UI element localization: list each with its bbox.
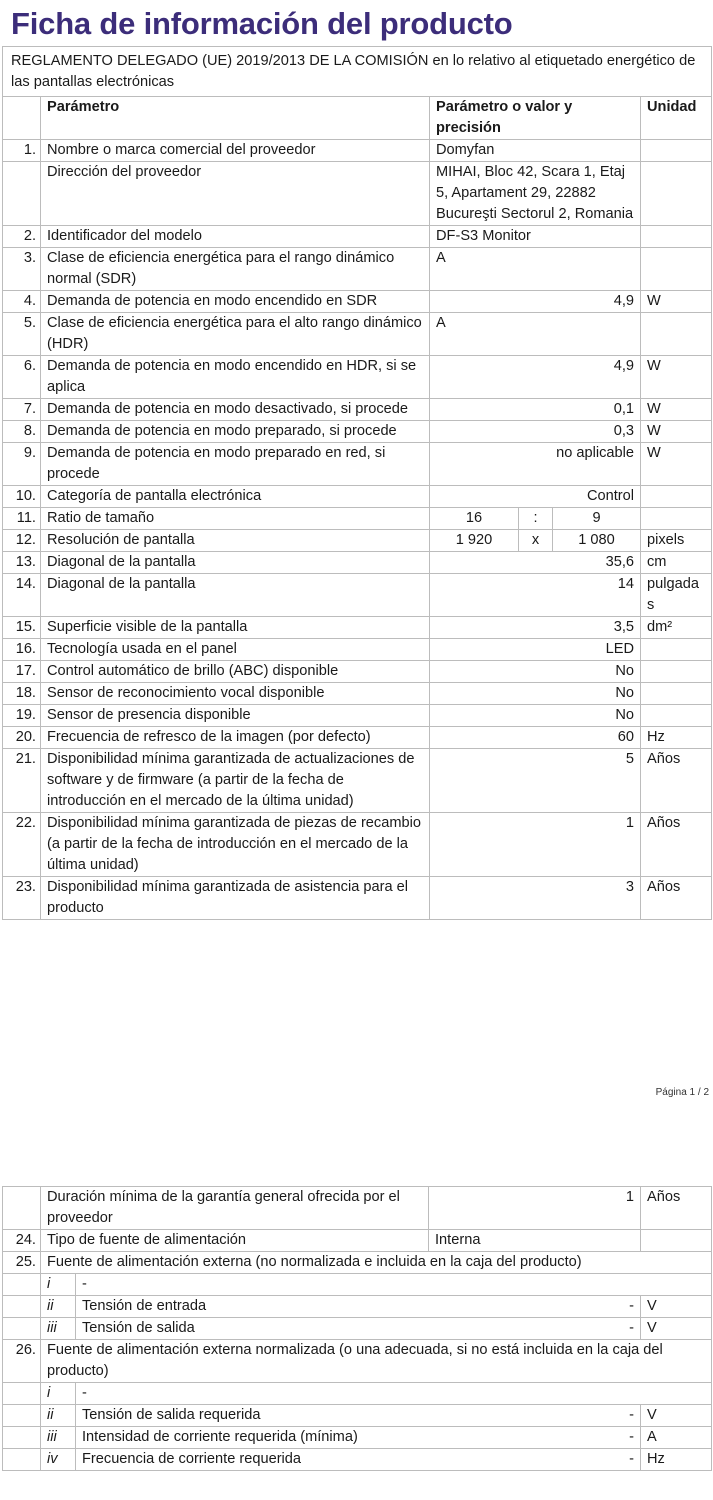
sub-row-number: iv (41, 1449, 76, 1471)
row-unit (641, 162, 712, 226)
row-parameter: Sensor de reconocimiento vocal disponible (41, 683, 430, 705)
table-row (3, 421, 712, 443)
row-unit (641, 313, 712, 356)
table-row (3, 617, 712, 639)
intro-row (3, 47, 712, 97)
table-row (3, 530, 712, 552)
row-value: 4,9 (430, 356, 641, 399)
row-number: 14. (3, 574, 41, 617)
row-value: 0,1 (430, 399, 641, 421)
row-unit (641, 226, 712, 248)
sub-row-unit: V (641, 1318, 712, 1340)
row-value: 0,3 (430, 421, 641, 443)
sub-row-parameter: Tensión de salida requerida (76, 1405, 429, 1427)
sub-row-value: - (429, 1296, 641, 1318)
table-row (3, 1187, 712, 1230)
row-parameter: Frecuencia de refresco de la imagen (por defecto) (41, 727, 430, 749)
row-number: 25. (3, 1252, 41, 1274)
row-value: 14 (430, 574, 641, 617)
row-value: 3,5 (430, 617, 641, 639)
header-value: Parámetro o valor y precisión (430, 97, 641, 140)
row-unit: Años (641, 749, 712, 813)
row-number: 26. (3, 1340, 41, 1383)
table-row (3, 1340, 712, 1383)
row-parameter: Tipo de fuente de alimentación (41, 1230, 429, 1252)
sub-row-value: - (429, 1405, 641, 1427)
row-value: No (430, 705, 641, 727)
sub-row-value: - (429, 1318, 641, 1340)
table-row (3, 140, 712, 162)
table-row (3, 162, 712, 226)
table-row (3, 661, 712, 683)
row-parameter: Sensor de presencia disponible (41, 705, 430, 727)
row-unit: Hz (641, 727, 712, 749)
row-number: 10. (3, 486, 41, 508)
row-value: Domyfan (430, 140, 641, 162)
table-row (3, 508, 712, 530)
row-parameter: Resolución de pantalla (41, 530, 430, 552)
sub-row-unit: V (641, 1405, 712, 1427)
row-number: 24. (3, 1230, 41, 1252)
row-value: MIHAI, Bloc 42, Scara 1, Etaj 5, Apartament 29, 22882 Bucureşti Sectorul 2, Romania (430, 162, 641, 226)
table-row (3, 749, 712, 813)
row-number: 7. (3, 399, 41, 421)
row-parameter: Categoría de pantalla electrónica (41, 486, 430, 508)
row-value: No (430, 661, 641, 683)
row-parameter: Ratio de tamaño (41, 508, 430, 530)
row-value: Interna (429, 1230, 641, 1252)
sub-row-number: ii (41, 1405, 76, 1427)
row-value: A (430, 313, 641, 356)
table-row (3, 639, 712, 661)
row-parameter: Demanda de potencia en modo preparado en red, si procede (41, 443, 430, 486)
row-unit: W (641, 291, 712, 313)
sub-row-number: ii (41, 1296, 76, 1318)
header-parameter: Parámetro (41, 97, 430, 140)
row-parameter: Diagonal de la pantalla (41, 552, 430, 574)
row-unit: W (641, 421, 712, 443)
sub-row-parameter: - (76, 1274, 712, 1296)
row-unit: dm² (641, 617, 712, 639)
table-row (3, 1252, 712, 1274)
table-row (3, 356, 712, 399)
row-value: 60 (430, 727, 641, 749)
row-number: 13. (3, 552, 41, 574)
sub-row-parameter: Tensión de salida (76, 1318, 429, 1340)
sub-row (3, 1383, 712, 1405)
product-info-table-continued (2, 1186, 712, 1471)
table-row (3, 486, 712, 508)
row-parameter: Disponibilidad mínima garantizada de piezas de recambio (a partir de la fecha de introducción en el mercado de la última unidad) (41, 813, 430, 877)
row-unit: cm (641, 552, 712, 574)
table-row (3, 248, 712, 291)
row-parameter: Dirección del proveedor (41, 162, 430, 226)
row-parameter: Fuente de alimentación externa (no normalizada e incluida en la caja del producto) (41, 1252, 712, 1274)
row-value: Control (430, 486, 641, 508)
row-value: LED (430, 639, 641, 661)
regulation-intro: REGLAMENTO DELEGADO (UE) 2019/2013 DE LA COMISIÓN en lo relativo al etiquetado energético de las pantallas electrónicas (3, 47, 712, 97)
row-value: 4,9 (430, 291, 641, 313)
row-parameter: Demanda de potencia en modo encendido en SDR (41, 291, 430, 313)
row-unit (641, 248, 712, 291)
row-unit: Años (641, 813, 712, 877)
row-number: 12. (3, 530, 41, 552)
row-number: 8. (3, 421, 41, 443)
row-number: 22. (3, 813, 41, 877)
table-row (3, 705, 712, 727)
table-row (3, 443, 712, 486)
sub-row (3, 1427, 712, 1449)
row-parameter: Disponibilidad mínima garantizada de actualizaciones de software y de firmware (a partir de la fecha de introducción en el mercado de la última unidad) (41, 749, 430, 813)
sub-row (3, 1318, 712, 1340)
sub-row-number: iii (41, 1318, 76, 1340)
row-parameter: Clase de eficiencia energética para el rango dinámico normal (SDR) (41, 248, 430, 291)
page-title: Ficha de información del producto (11, 6, 513, 41)
row-unit: pixels (641, 530, 712, 552)
row-value: No (430, 683, 641, 705)
sub-row-value: - (429, 1427, 641, 1449)
row-value: 1 (430, 813, 641, 877)
row-unit: W (641, 443, 712, 486)
row-parameter: Fuente de alimentación externa normalizada (o una adecuada, si no está incluida en la caja del producto) (41, 1340, 712, 1383)
row-unit (641, 639, 712, 661)
row-parameter: Control automático de brillo (ABC) disponible (41, 661, 430, 683)
row-number: 19. (3, 705, 41, 727)
row-unit: W (641, 356, 712, 399)
resolution-separator: x (519, 530, 553, 552)
sub-row-number: i (41, 1383, 76, 1405)
sub-row-number: i (41, 1274, 76, 1296)
table-row (3, 399, 712, 421)
row-number: 21. (3, 749, 41, 813)
table-row (3, 226, 712, 248)
row-parameter: Disponibilidad mínima garantizada de asistencia para el producto (41, 877, 430, 920)
row-parameter: Duración mínima de la garantía general ofrecida por el proveedor (41, 1187, 429, 1230)
row-number: 9. (3, 443, 41, 486)
row-parameter: Superficie visible de la pantalla (41, 617, 430, 639)
row-parameter: Demanda de potencia en modo preparado, si procede (41, 421, 430, 443)
row-value: 35,6 (430, 552, 641, 574)
row-value: DF-S3 Monitor (430, 226, 641, 248)
table-row (3, 813, 712, 877)
sub-row-unit: Hz (641, 1449, 712, 1471)
table-row (3, 727, 712, 749)
table-row (3, 877, 712, 920)
row-unit: Años (641, 1187, 712, 1230)
sub-row-unit: A (641, 1427, 712, 1449)
ratio-separator: : (519, 508, 553, 530)
sub-row (3, 1405, 712, 1427)
table-row (3, 574, 712, 617)
row-unit (641, 140, 712, 162)
row-number: 4. (3, 291, 41, 313)
row-unit (641, 683, 712, 705)
page-footer: Página 1 / 2 (655, 1087, 709, 1098)
row-parameter: Identificador del modelo (41, 226, 430, 248)
sub-row-parameter: Intensidad de corriente requerida (mínima) (76, 1427, 429, 1449)
row-value: no aplicable (430, 443, 641, 486)
row-unit (641, 661, 712, 683)
sub-row-unit: V (641, 1296, 712, 1318)
ratio-width-value: 16 (430, 508, 519, 530)
row-unit: Años (641, 877, 712, 920)
row-number: 17. (3, 661, 41, 683)
sub-row (3, 1449, 712, 1471)
row-unit: pulgadas (641, 574, 712, 617)
sub-row-parameter: - (76, 1383, 712, 1405)
sub-row-number: iii (41, 1427, 76, 1449)
row-number: 18. (3, 683, 41, 705)
row-parameter: Demanda de potencia en modo desactivado, si procede (41, 399, 430, 421)
row-unit (641, 508, 712, 530)
resolution-width-value: 1 920 (430, 530, 519, 552)
row-parameter: Tecnología usada en el panel (41, 639, 430, 661)
sub-row-value: - (429, 1449, 641, 1471)
row-parameter: Clase de eficiencia energética para el alto rango dinámico (HDR) (41, 313, 430, 356)
table-row (3, 683, 712, 705)
row-number: 23. (3, 877, 41, 920)
row-number: 1. (3, 140, 41, 162)
table-row (3, 313, 712, 356)
row-unit (641, 486, 712, 508)
row-number: 6. (3, 356, 41, 399)
row-number (3, 162, 41, 226)
table-row (3, 552, 712, 574)
row-value: 5 (430, 749, 641, 813)
table-row (3, 291, 712, 313)
sub-row (3, 1296, 712, 1318)
row-value: 3 (430, 877, 641, 920)
row-value: 1 (429, 1187, 641, 1230)
row-parameter: Demanda de potencia en modo encendido en HDR, si se aplica (41, 356, 430, 399)
row-number: 15. (3, 617, 41, 639)
resolution-height-value: 1 080 (553, 530, 641, 552)
row-number: 11. (3, 508, 41, 530)
sub-row (3, 1274, 712, 1296)
sub-row-parameter: Frecuencia de corriente requerida (76, 1449, 429, 1471)
row-number: 3. (3, 248, 41, 291)
product-info-table (2, 46, 712, 920)
header-row (3, 97, 712, 140)
row-parameter: Nombre o marca comercial del proveedor (41, 140, 430, 162)
header-unit: Unidad (641, 97, 712, 140)
row-unit: W (641, 399, 712, 421)
row-number: 20. (3, 727, 41, 749)
row-parameter: Diagonal de la pantalla (41, 574, 430, 617)
table-row (3, 1230, 712, 1252)
row-number: 16. (3, 639, 41, 661)
row-number: 2. (3, 226, 41, 248)
row-unit (641, 705, 712, 727)
row-number: 5. (3, 313, 41, 356)
sub-row-parameter: Tensión de entrada (76, 1296, 429, 1318)
ratio-height-value: 9 (553, 508, 641, 530)
row-value: A (430, 248, 641, 291)
